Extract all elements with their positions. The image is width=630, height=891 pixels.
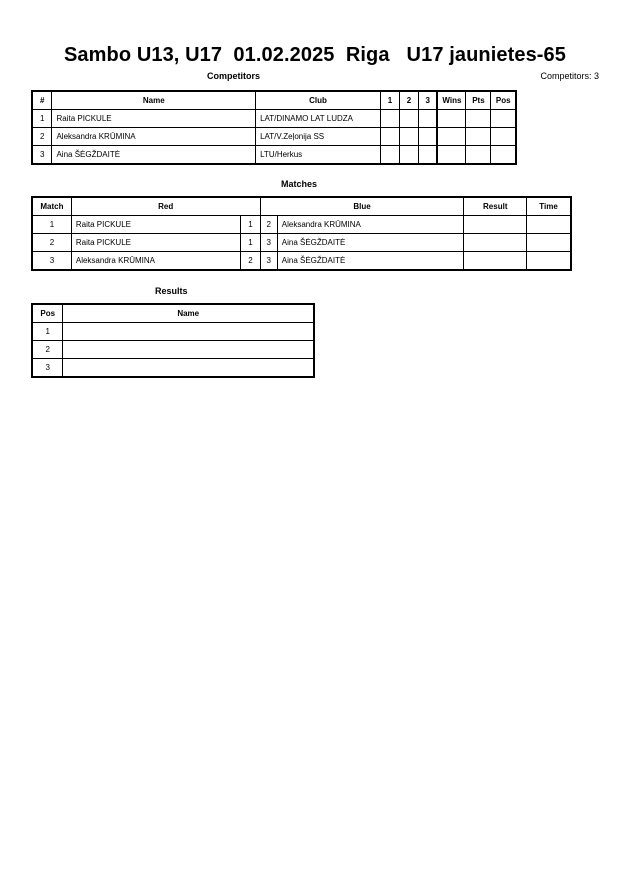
- bout-cell: [381, 110, 400, 128]
- blue-number: 3: [260, 234, 277, 252]
- wins-cell: [437, 110, 466, 128]
- competitors-count: Competitors: 3: [540, 71, 599, 81]
- time-cell: [527, 252, 571, 271]
- result-cell: [464, 234, 527, 252]
- time-cell: [527, 216, 571, 234]
- col-match-header: Match: [32, 197, 71, 216]
- bout-cell: [418, 110, 437, 128]
- time-cell: [527, 234, 571, 252]
- red-number: 1: [241, 234, 260, 252]
- bout-cell: [399, 128, 418, 146]
- col-pos-header: Pos: [32, 304, 63, 323]
- competitor-name: Aleksandra KRŪMINA: [52, 128, 256, 146]
- col-wins-header: Wins: [437, 91, 466, 110]
- result-position: 1: [32, 323, 63, 341]
- col-blue-header: Blue: [260, 197, 464, 216]
- competitor-number: 3: [32, 146, 52, 165]
- pts-cell: [466, 110, 491, 128]
- col-name-header: Name: [52, 91, 256, 110]
- bout-cell: [399, 146, 418, 165]
- col-bout-1-header: 1: [381, 91, 400, 110]
- competitor-number: 2: [32, 128, 52, 146]
- pos-cell: [491, 146, 516, 165]
- match-row: [32, 234, 571, 252]
- col-red-header: Red: [71, 197, 260, 216]
- match-number: 3: [32, 252, 71, 271]
- match-number: 1: [32, 216, 71, 234]
- matches-header-row: [32, 197, 571, 216]
- wins-cell: [437, 146, 466, 165]
- bout-cell: [418, 146, 437, 165]
- competitor-row: [32, 128, 516, 146]
- results-table: [31, 303, 315, 378]
- wins-cell: [437, 128, 466, 146]
- pts-cell: [466, 146, 491, 165]
- competitor-row: [32, 146, 516, 165]
- col-pts-header: Pts: [466, 91, 491, 110]
- pos-cell: [491, 128, 516, 146]
- competitor-club: LAT/V.Zeļonija SS: [256, 128, 381, 146]
- red-competitor: Raita PICKULE: [71, 216, 241, 234]
- col-result-header: Result: [464, 197, 527, 216]
- col-pos-header: Pos: [491, 91, 516, 110]
- match-row: [32, 252, 571, 271]
- bout-cell: [418, 128, 437, 146]
- competitor-name: Aina ŠĖGŽDAITĖ: [52, 146, 256, 165]
- competitor-club: LTU/Herkus: [256, 146, 381, 165]
- result-name-cell: [63, 323, 314, 341]
- red-number: 2: [241, 252, 260, 271]
- page-title: Sambo U13, U17 01.02.2025 Riga U17 jaunietes-65: [63, 44, 566, 66]
- result-cell: [464, 216, 527, 234]
- red-competitor: Aleksandra KRŪMINA: [71, 252, 241, 271]
- blue-number: 2: [260, 216, 277, 234]
- competitor-row: [32, 110, 516, 128]
- competitor-club: LAT/DINAMO LAT LUDZA: [256, 110, 381, 128]
- result-row: [32, 359, 314, 378]
- bout-cell: [381, 146, 400, 165]
- results-heading: Results: [155, 286, 188, 296]
- competitors-heading: Competitors: [207, 71, 261, 81]
- blue-competitor: Aina ŠĖGŽDAITĖ: [277, 234, 464, 252]
- bout-cell: [399, 110, 418, 128]
- col-bout-3-header: 3: [418, 91, 437, 110]
- blue-competitor: Aleksandra KRŪMINA: [277, 216, 464, 234]
- bout-cell: [381, 128, 400, 146]
- competitor-number: 1: [32, 110, 52, 128]
- col-time-header: Time: [527, 197, 571, 216]
- matches-table: [31, 196, 572, 271]
- red-number: 1: [241, 216, 260, 234]
- result-position: 2: [32, 341, 63, 359]
- blue-competitor: Aina ŠĖGŽDAITĖ: [277, 252, 464, 271]
- results-header-row: [32, 304, 314, 323]
- match-row: [32, 216, 571, 234]
- blue-number: 3: [260, 252, 277, 271]
- pts-cell: [466, 128, 491, 146]
- pos-cell: [491, 110, 516, 128]
- result-position: 3: [32, 359, 63, 378]
- col-number-header: #: [32, 91, 52, 110]
- competitors-table: [31, 90, 517, 165]
- result-row: [32, 341, 314, 359]
- red-competitor: Raita PICKULE: [71, 234, 241, 252]
- col-name-header: Name: [63, 304, 314, 323]
- result-name-cell: [63, 359, 314, 378]
- col-bout-2-header: 2: [399, 91, 418, 110]
- matches-heading: Matches: [281, 179, 318, 189]
- result-name-cell: [63, 341, 314, 359]
- col-club-header: Club: [256, 91, 381, 110]
- competitor-name: Raita PICKULE: [52, 110, 256, 128]
- result-cell: [464, 252, 527, 271]
- competitors-header-row: [32, 91, 516, 110]
- result-row: [32, 323, 314, 341]
- match-number: 2: [32, 234, 71, 252]
